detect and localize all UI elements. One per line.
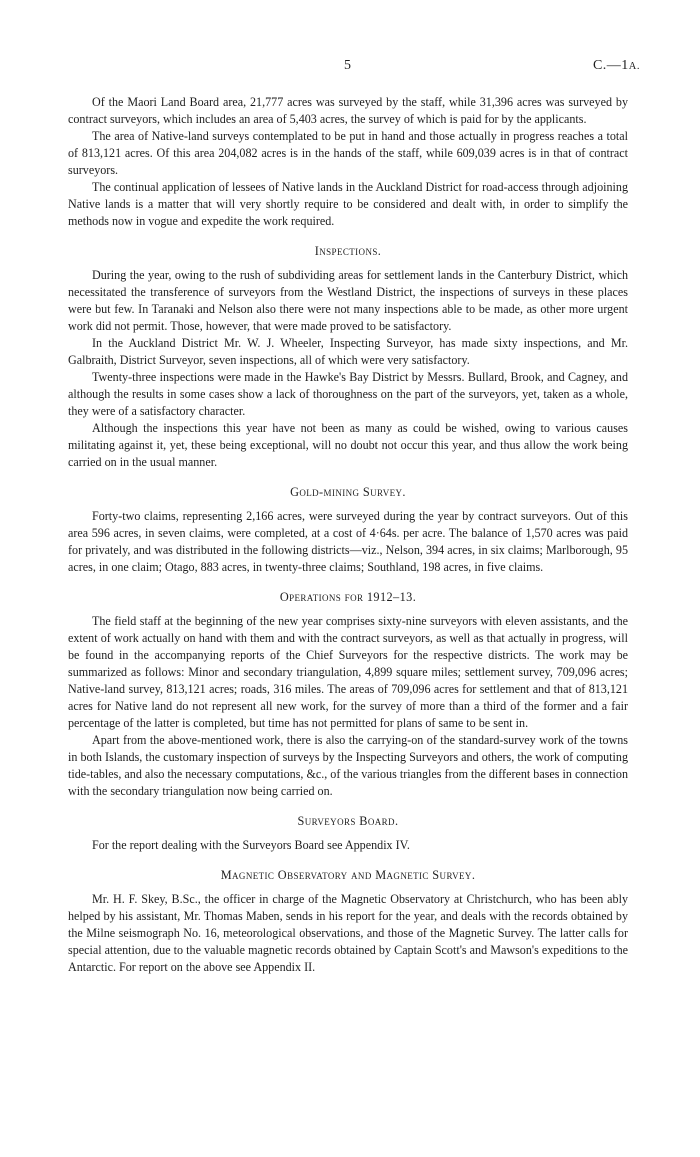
- operations-paragraph-2: Apart from the above-mentioned work, there is also the carrying-on of the standard-survey work of the towns in both Islands, the customary inspection of surveys by the Inspecting Surveyors and others, the work of computing tide-tables, and also the necessary computations, &c., of the various triangles from the different bases in connection with the secondary triangulation now being carried on.: [68, 733, 628, 798]
- surveyors-board-paragraph-1: For the report dealing with the Surveyors Board see Appendix IV.: [92, 838, 410, 852]
- page-number: 5: [344, 58, 351, 73]
- page-header: [68, 58, 640, 78]
- document-reference-prefix: C.—1: [592, 58, 629, 73]
- intro-paragraph-2: The area of Native-land surveys contemplated to be put in hand and those actually in progress reaches a total of 813,121 acres. Of this area 204,082 acres is in the hands of the staff, while 609,039 acres is in that of contract surveyors.: [68, 129, 628, 177]
- inspections-paragraph-1: During the year, owing to the rush of subdividing areas for settlement lands in the Canterbury District, which necessitated the transference of surveyors from the Westland District, the inspections of surveys in these places were but few. In Taranaki and Nelson also there were not many inspections able to be made, as other more urgent work did not permit. Those, however, that were made proved to be satisfactory.: [68, 268, 628, 333]
- document-reference: [593, 58, 640, 74]
- inspections-heading: Inspections.: [314, 244, 382, 258]
- document-body: [68, 94, 628, 976]
- magnetic-paragraph-1: Mr. H. F. Skey, B.Sc., the officer in charge of the Magnetic Observatory at Christchurch, who has been ably helped by his assistant, Mr. Thomas Maben, sends in his report for the year, and deals with the records obtained by the Milne seismograph No. 16, meteorological observations, and those of the Magnetic Survey. The latter calls for special attention, due to the valuable magnetic records obtained by Captain Scott's and Mawson's expeditions to the Antarctic. For report on the above see Appendix II.: [68, 892, 628, 974]
- document-reference-suffix: A.: [628, 61, 640, 72]
- gold-mining-heading: Gold-mining Survey.: [290, 485, 406, 499]
- operations-heading: Operations for 1912–13.: [279, 590, 417, 604]
- intro-paragraph-3: The continual application of lessees of Native lands in the Auckland District for road-access through adjoining Native lands is a matter that will very shortly require to be considered and dealt with, in order to simplify the methods now in vogue and expedite the work required.: [68, 180, 628, 228]
- inspections-paragraph-4: Although the inspections this year have not been as many as could be wished, owing to various causes militating against it, yet, these being exceptional, will no doubt not occur this year, and thus allow the work being carried on in the usual manner.: [68, 421, 628, 469]
- inspections-paragraph-3: Twenty-three inspections were made in the Hawke's Bay District by Messrs. Bullard, Brook, and Cagney, and although the results in some cases show a lack of thoroughness on the part of the surveyors, yet, taken as a whole, they were of a satisfactory character.: [68, 370, 628, 418]
- magnetic-heading: Magnetic Observatory and Magnetic Survey.: [220, 868, 476, 882]
- gold-mining-paragraph-1: Forty-two claims, representing 2,166 acres, were surveyed during the year by contract surveyors. Out of this area 596 acres, in seven claims, were completed, at a cost of 4·64s. per acre. The balance of 1,570 acres was paid for privately, and was distributed in the following districts—viz., Nelson, 394 acres, in six claims; Marlborough, 95 acres, in one claim; Otago, 883 acres, in twenty-three claims; Southland, 198 acres, in five claims.: [68, 509, 628, 574]
- surveyors-board-heading: Surveyors Board.: [297, 814, 399, 828]
- operations-paragraph-1: The field staff at the beginning of the new year comprises sixty-nine surveyors with eleven assistants, and the extent of work actually on hand with them and with the contract surveyors, as well as that actually in progress, will be found in the accompanying reports of the Chief Surveyors for the respective districts. The work may be summarized as follows: Minor and secondary triangulation, 4,899 square miles; settlement survey, 709,096 acres; Native-land survey, 813,121 acres; roads, 316 miles. The areas of 709,096 acres for settlement and that of 813,121 acres for Native land do not represent all new work, for the survey of more than a third of the former and a fair percentage of the latter is completed, but time has not permitted for plans of same to be sent in.: [68, 614, 628, 730]
- intro-paragraph-1: Of the Maori Land Board area, 21,777 acres was surveyed by the staff, while 31,396 acres was surveyed by contract surveyors, which includes an area of 5,403 acres, the survey of which is paid for by the applicants.: [68, 95, 628, 126]
- inspections-paragraph-2: In the Auckland District Mr. W. J. Wheeler, Inspecting Surveyor, has made sixty inspections, and Mr. Galbraith, District Surveyor, seven inspections, all of which were very satisfactory.: [68, 336, 628, 367]
